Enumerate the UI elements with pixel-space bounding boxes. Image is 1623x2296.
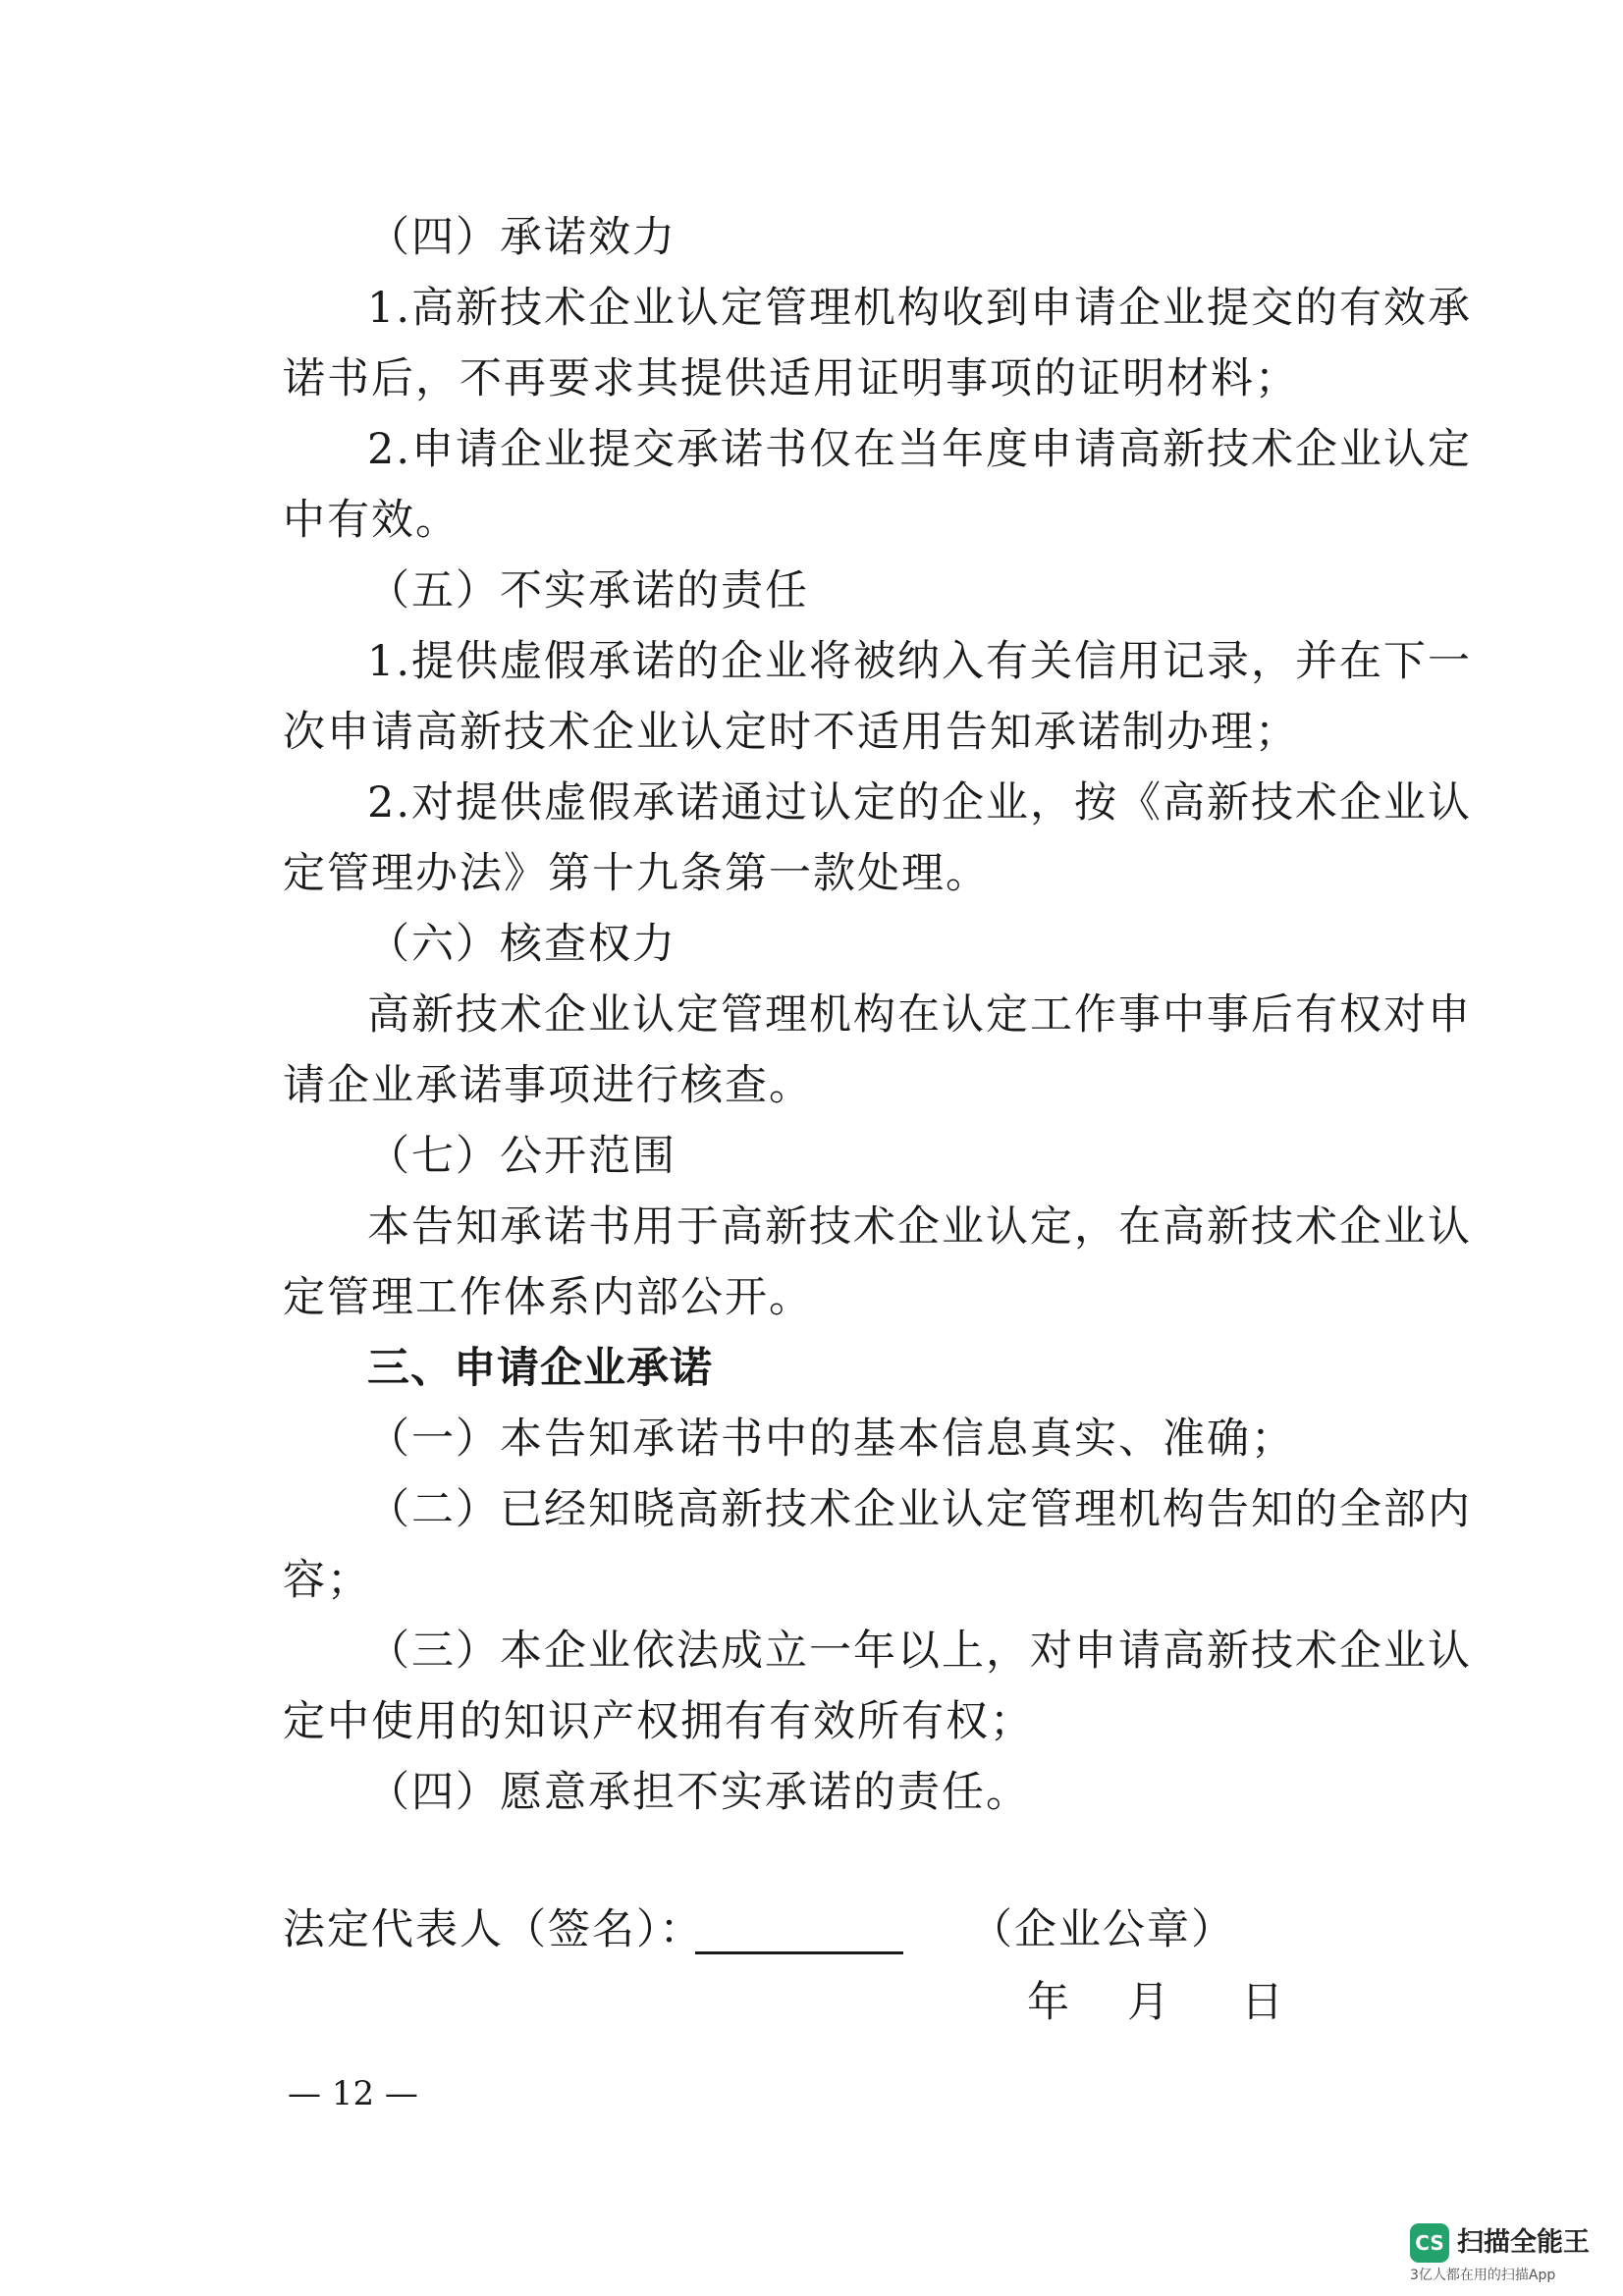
paragraph-line: 1.高新技术企业认定管理机构收到申请企业提交的有效承	[367, 284, 1473, 333]
paragraph-line: 2.对提供虚假承诺通过认定的企业，按《高新技术企业认	[367, 778, 1473, 828]
paragraph-line: （一）本告知承诺书中的基本信息真实、准确；	[367, 1415, 1295, 1464]
subsection-heading: （四）承诺效力	[367, 213, 676, 262]
document-body	[283, 202, 1473, 1828]
paragraph-line: 定中使用的知识产权拥有有效所有权；	[283, 1697, 1034, 1746]
paragraph-line: （二）已经知晓高新技术企业认定管理机构告知的全部内	[367, 1485, 1472, 1534]
paragraph-line: 请企业承诺事项进行核查。	[283, 1061, 813, 1110]
company-seal-label: （企业公章）	[970, 1905, 1235, 1954]
paragraph-line: （四）愿意承担不实承诺的责任。	[367, 1768, 1030, 1817]
paragraph-line: 容；	[283, 1556, 371, 1605]
paragraph-line: 1.提供虚假承诺的企业将被纳入有关信用记录，并在下一	[367, 637, 1473, 686]
signature-label: 法定代表人（签名）：	[283, 1905, 704, 1954]
page-number: — 12 —	[288, 2074, 418, 2113]
signature-row	[283, 1895, 1412, 1965]
paragraph-line: 定管理办法》第十九条第一款处理。	[283, 849, 990, 898]
camscanner-logo-icon: CS	[1410, 2223, 1449, 2263]
paragraph-line: 中有效。	[283, 496, 460, 545]
watermark-slogan: 3亿人都在用的扫描App	[1410, 2268, 1556, 2283]
paragraph-line: 诺书后，不再要求其提供适用证明事项的证明材料；	[283, 354, 1299, 403]
signature-blank-line	[695, 1951, 903, 1954]
date-year: 年	[1027, 1978, 1069, 2027]
section-heading: 三、申请企业承诺	[367, 1344, 713, 1393]
scanner-watermark	[1410, 2223, 1606, 2286]
subsection-heading: （六）核查权力	[367, 920, 676, 969]
date-day: 日	[1241, 1978, 1283, 2027]
paragraph-line: 本告知承诺书用于高新技术企业认定，在高新技术企业认	[367, 1202, 1472, 1252]
paragraph-line: 2.申请企业提交承诺书仅在当年度申请高新技术企业认定	[367, 425, 1473, 474]
paragraph-line: 高新技术企业认定管理机构在认定工作事中事后有权对申	[367, 990, 1472, 1040]
date-month: 月	[1127, 1978, 1169, 2027]
watermark-name: 扫描全能王	[1457, 2227, 1590, 2258]
paragraph-line: 定管理工作体系内部公开。	[283, 1273, 813, 1322]
subsection-heading: （七）公开范围	[367, 1132, 676, 1181]
paragraph-line: 次申请高新技术企业认定时不适用告知承诺制办理；	[283, 708, 1299, 757]
subsection-heading: （五）不实承诺的责任	[367, 566, 809, 615]
paragraph-line: （三）本企业依法成立一年以上，对申请高新技术企业认	[367, 1627, 1472, 1676]
